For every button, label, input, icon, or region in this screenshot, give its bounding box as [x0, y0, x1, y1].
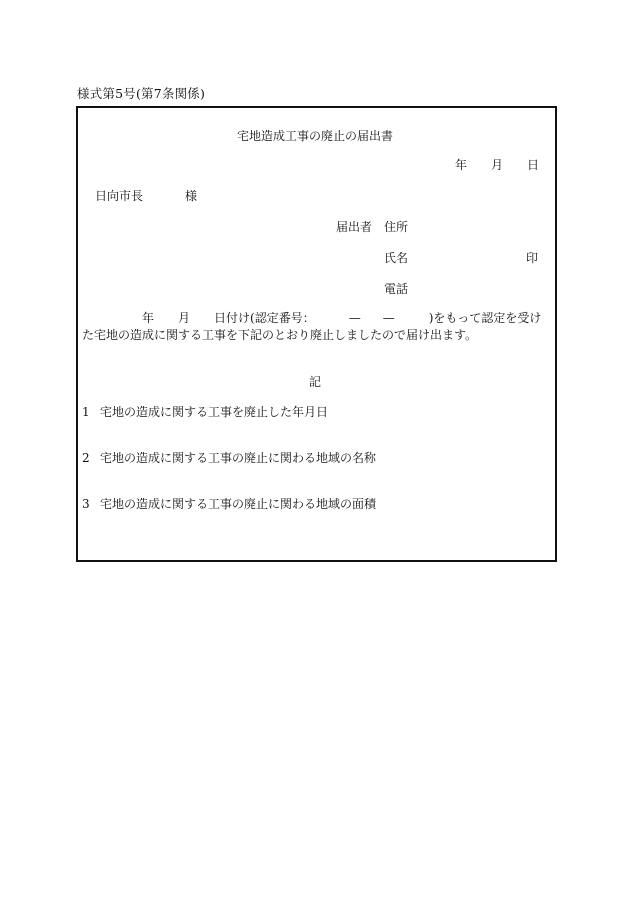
- statement-month: 月: [178, 311, 191, 325]
- seal-label: 印: [526, 251, 539, 265]
- addressee-name: 日向市長: [95, 189, 144, 203]
- date-year-label: 年: [455, 158, 468, 172]
- addressee: [95, 187, 197, 204]
- ki-heading: 記: [308, 375, 321, 389]
- date-month-label: 月: [491, 158, 504, 172]
- statement-dash-2: —: [382, 311, 395, 325]
- statement-dash-1: —: [348, 311, 361, 325]
- addressee-honorific: 様: [185, 189, 198, 203]
- item-number: 3: [82, 497, 90, 511]
- list-item: [82, 495, 376, 512]
- form-title: 宅地造成工事の廃止の届出書: [236, 129, 393, 143]
- name-label: 氏名: [384, 251, 409, 265]
- item-number: 2: [82, 451, 90, 465]
- list-item: [82, 449, 376, 466]
- address-label: 住所: [384, 220, 409, 234]
- statement-line-2: た宅地の造成に関する工事を下記のとおり廃止しましたので届け出ます。: [82, 328, 478, 342]
- item-text: 宅地の造成に関する工事を廃止した年月日: [100, 405, 329, 419]
- item-text: 宅地の造成に関する工事の廃止に関わる地域の名称: [100, 451, 377, 465]
- item-number: 1: [82, 405, 90, 419]
- statement-year: 年: [142, 311, 155, 325]
- item-text: 宅地の造成に関する工事の廃止に関わる地域の面積: [100, 497, 377, 511]
- form-number-label: 様式第5号(第7条関係): [77, 86, 206, 101]
- statement-close: )をもって認定を受け: [428, 311, 542, 325]
- date-day-label: 日: [527, 158, 540, 172]
- statement-line-1: [142, 309, 541, 326]
- applicant-label: 届出者: [336, 220, 373, 234]
- phone-label: 電話: [384, 282, 409, 296]
- list-item: [82, 403, 328, 420]
- statement-dated: 日付け(認定番号：: [214, 311, 315, 325]
- submission-date: [455, 156, 539, 173]
